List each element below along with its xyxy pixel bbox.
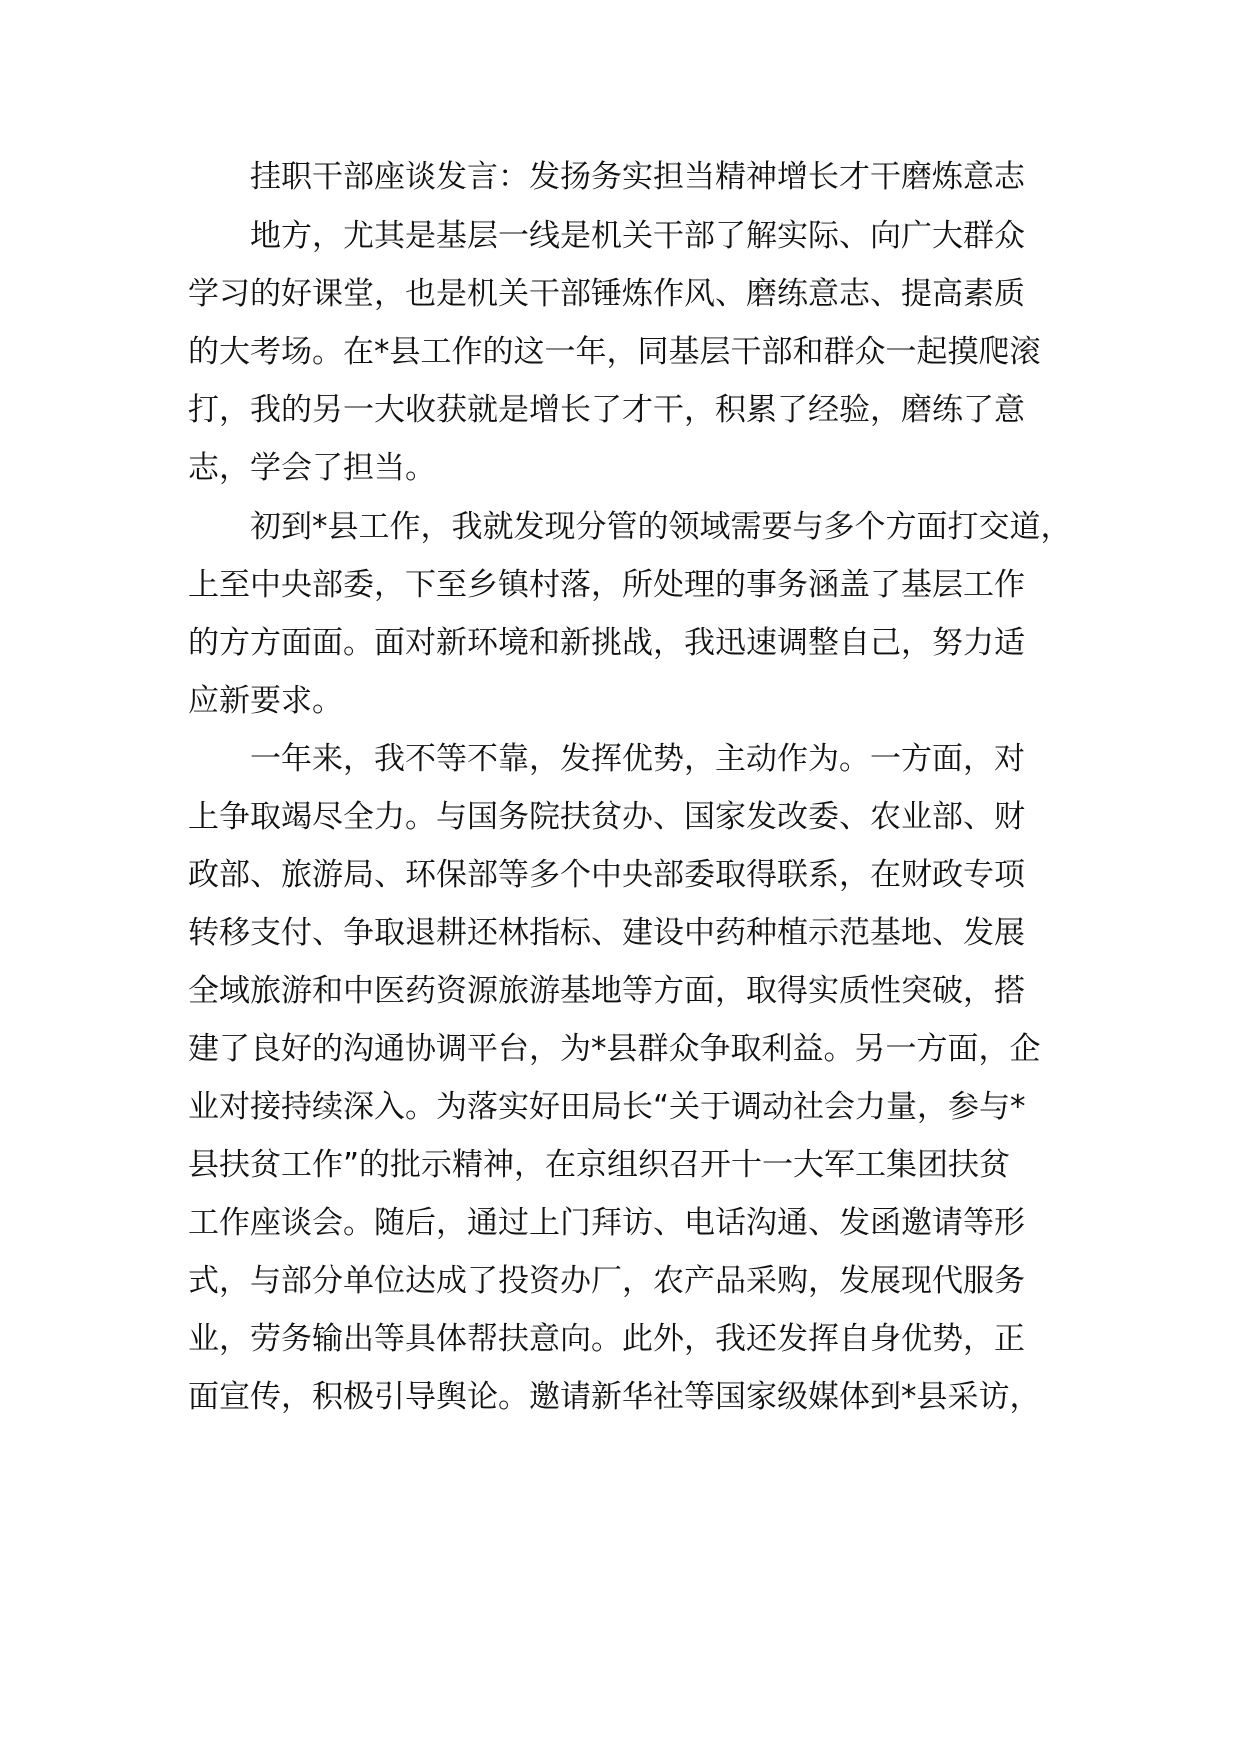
paragraph-3-line-2: 上争取竭尽全力。与国务院扶贫办、国家发改委、农业部、财 <box>188 799 1025 835</box>
paragraph-1-line-2: 学习的好课堂，也是机关干部锤炼作风、磨练意志、提高素质 <box>188 276 1025 312</box>
paragraph-2-line-3: 的方方面面。面对新环境和新挑战，我迅速调整自己，努力适 <box>188 625 1025 661</box>
paragraph-3-line-10: 式，与部分单位达成了投资办厂，农产品采购，发展现代服务 <box>188 1263 1025 1299</box>
paragraph-3-line-9: 工作座谈会。随后，通过上门拜访、电话沟通、发函邀请等形 <box>188 1205 1025 1241</box>
paragraph-3-line-4: 转移支付、争取退耕还林指标、建设中药种植示范基地、发展 <box>188 915 1025 951</box>
paragraph-3-line-12: 面宣传，积极引导舆论。邀请新华社等国家级媒体到*县采访， <box>188 1379 1041 1415</box>
paragraph-1-line-5: 志，学会了担当。 <box>188 450 436 486</box>
paragraph-1-line-1: 地方，尤其是基层一线是机关干部了解实际、向广大群众 <box>250 218 1025 254</box>
document-title: 挂职干部座谈发言：发扬务实担当精神增长才干磨炼意志 <box>250 159 1025 195</box>
paragraph-3-line-5: 全域旅游和中医药资源旅游基地等方面，取得实质性突破，搭 <box>188 973 1025 1009</box>
paragraph-3-line-11: 业，劳务输出等具体帮扶意向。此外，我还发挥自身优势，正 <box>188 1321 1025 1357</box>
paragraph-3-line-1: 一年来，我不等不靠，发挥优势，主动作为。一方面，对 <box>250 741 1025 777</box>
paragraph-3-line-3: 政部、旅游局、环保部等多个中央部委取得联系，在财政专项 <box>188 857 1025 893</box>
paragraph-3-line-8: 县扶贫工作”的批示精神，在京组织召开十一大军工集团扶贫 <box>188 1147 1011 1183</box>
paragraph-1-line-3: 的大考场。在*县工作的这一年，同基层干部和群众一起摸爬滚 <box>188 334 1041 370</box>
paragraph-2-line-2: 上至中央部委，下至乡镇村落，所处理的事务涵盖了基层工作 <box>188 567 1025 603</box>
paragraph-3-line-6: 建了良好的沟通协调平台，为*县群众争取利益。另一方面，企 <box>188 1031 1041 1067</box>
paragraph-3-line-7: 业对接持续深入。为落实好田局长“关于调动社会力量，参与* <box>188 1089 1026 1125</box>
paragraph-1-line-4: 打，我的另一大收获就是增长了才干，积累了经验，磨练了意 <box>188 392 1025 428</box>
paragraph-2-line-1: 初到*县工作，我就发现分管的领域需要与多个方面打交道， <box>250 509 1072 545</box>
paragraph-2-line-4: 应新要求。 <box>188 683 343 719</box>
